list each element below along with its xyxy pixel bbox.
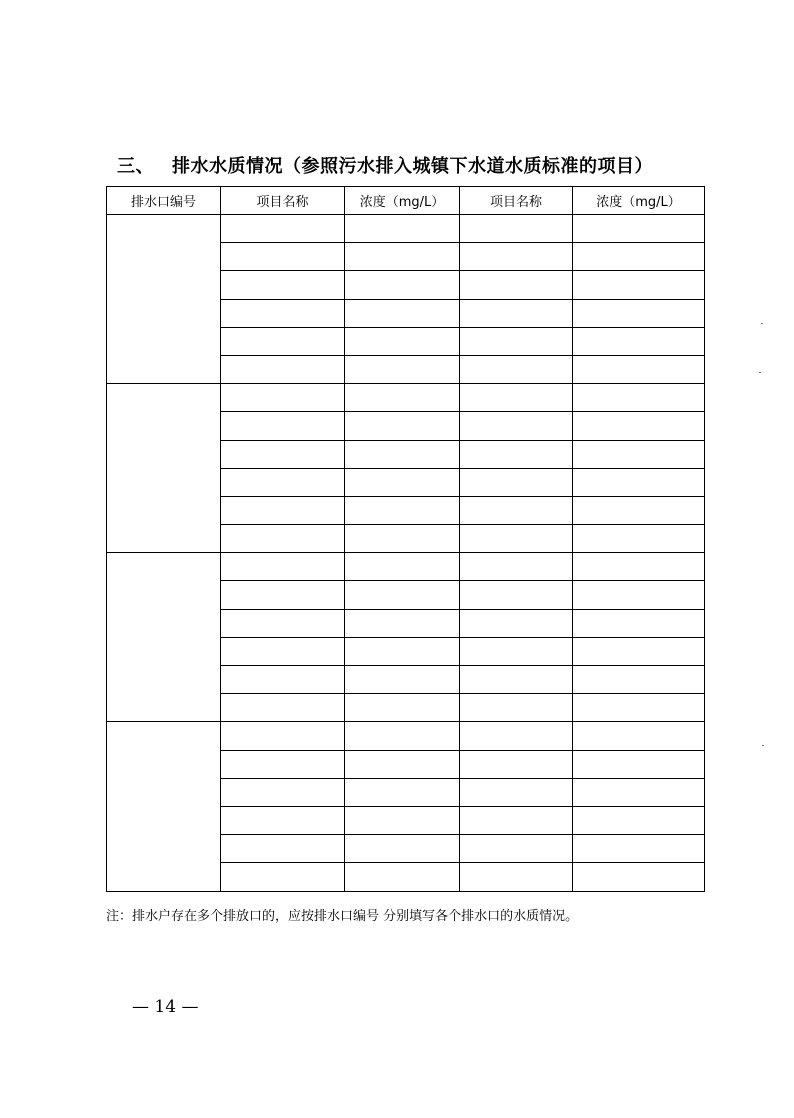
concentration-cell[interactable] bbox=[573, 835, 705, 863]
item-name-cell[interactable] bbox=[460, 835, 573, 863]
item-name-cell[interactable] bbox=[221, 440, 345, 468]
concentration-cell[interactable] bbox=[573, 468, 705, 496]
concentration-cell[interactable] bbox=[345, 863, 460, 891]
item-name-cell[interactable] bbox=[460, 525, 573, 553]
table-row bbox=[107, 215, 705, 243]
concentration-cell[interactable] bbox=[345, 440, 460, 468]
item-name-cell[interactable] bbox=[460, 581, 573, 609]
concentration-cell[interactable] bbox=[345, 806, 460, 834]
outlet-number-cell[interactable] bbox=[107, 553, 221, 722]
concentration-cell[interactable] bbox=[573, 327, 705, 355]
item-name-cell[interactable] bbox=[221, 412, 345, 440]
item-name-cell[interactable] bbox=[221, 666, 345, 694]
item-name-cell[interactable] bbox=[460, 215, 573, 243]
concentration-cell[interactable] bbox=[345, 637, 460, 665]
item-name-cell[interactable] bbox=[221, 806, 345, 834]
item-name-cell[interactable] bbox=[221, 496, 345, 524]
concentration-cell[interactable] bbox=[573, 215, 705, 243]
concentration-cell[interactable] bbox=[573, 496, 705, 524]
concentration-cell[interactable] bbox=[573, 666, 705, 694]
item-name-cell[interactable] bbox=[221, 327, 345, 355]
concentration-cell[interactable] bbox=[573, 525, 705, 553]
scan-mark bbox=[759, 372, 761, 373]
item-name-cell[interactable] bbox=[221, 553, 345, 581]
item-name-cell[interactable] bbox=[221, 694, 345, 722]
table-header-row bbox=[107, 187, 705, 215]
item-name-cell[interactable] bbox=[460, 806, 573, 834]
section-heading bbox=[117, 152, 653, 178]
item-name-cell[interactable] bbox=[221, 581, 345, 609]
concentration-cell[interactable] bbox=[573, 863, 705, 891]
item-name-cell[interactable] bbox=[221, 778, 345, 806]
section-title: 排水水质情况（参照污水排入城镇下水道水质标准的项目） bbox=[172, 156, 653, 177]
concentration-cell[interactable] bbox=[573, 243, 705, 271]
header-outlet-number: 排水口编号 bbox=[107, 187, 221, 215]
item-name-cell[interactable] bbox=[460, 863, 573, 891]
item-name-cell[interactable] bbox=[221, 637, 345, 665]
header-item-name-2: 项目名称 bbox=[460, 187, 573, 215]
concentration-cell[interactable] bbox=[573, 299, 705, 327]
concentration-cell[interactable] bbox=[345, 327, 460, 355]
item-name-cell[interactable] bbox=[460, 243, 573, 271]
item-name-cell[interactable] bbox=[460, 722, 573, 750]
item-name-cell[interactable] bbox=[221, 835, 345, 863]
item-name-cell[interactable] bbox=[221, 750, 345, 778]
item-name-cell[interactable] bbox=[221, 271, 345, 299]
item-name-cell[interactable] bbox=[221, 384, 345, 412]
concentration-cell[interactable] bbox=[345, 609, 460, 637]
concentration-cell[interactable] bbox=[345, 750, 460, 778]
item-name-cell[interactable] bbox=[460, 412, 573, 440]
page-number: — 14 — bbox=[132, 997, 199, 1017]
concentration-cell[interactable] bbox=[345, 581, 460, 609]
concentration-cell[interactable] bbox=[345, 496, 460, 524]
concentration-cell[interactable] bbox=[573, 440, 705, 468]
concentration-cell[interactable] bbox=[573, 722, 705, 750]
item-name-cell[interactable] bbox=[460, 496, 573, 524]
concentration-cell[interactable] bbox=[345, 384, 460, 412]
outlet-number-cell[interactable] bbox=[107, 215, 221, 384]
concentration-cell[interactable] bbox=[345, 666, 460, 694]
concentration-cell[interactable] bbox=[345, 468, 460, 496]
footnote: 注：排水户存在多个排放口的，应按排水口编号 分别填写各个排水口的水质情况。 bbox=[106, 909, 579, 924]
concentration-cell[interactable] bbox=[345, 722, 460, 750]
concentration-cell[interactable] bbox=[573, 271, 705, 299]
scan-mark bbox=[761, 323, 763, 324]
concentration-cell[interactable] bbox=[345, 553, 460, 581]
concentration-cell[interactable] bbox=[573, 553, 705, 581]
item-name-cell[interactable] bbox=[221, 355, 345, 383]
item-name-cell[interactable] bbox=[460, 750, 573, 778]
concentration-cell[interactable] bbox=[345, 778, 460, 806]
item-name-cell[interactable] bbox=[221, 243, 345, 271]
header-concentration-1: 浓度（mg/L） bbox=[345, 187, 460, 215]
outlet-number-cell[interactable] bbox=[107, 384, 221, 553]
table-row bbox=[107, 722, 705, 750]
concentration-cell[interactable] bbox=[573, 778, 705, 806]
item-name-cell[interactable] bbox=[221, 609, 345, 637]
item-name-cell[interactable] bbox=[221, 299, 345, 327]
item-name-cell[interactable] bbox=[460, 553, 573, 581]
concentration-cell[interactable] bbox=[345, 412, 460, 440]
table-row bbox=[107, 384, 705, 412]
item-name-cell[interactable] bbox=[460, 468, 573, 496]
item-name-cell[interactable] bbox=[221, 468, 345, 496]
item-name-cell[interactable] bbox=[460, 327, 573, 355]
item-name-cell[interactable] bbox=[460, 355, 573, 383]
item-name-cell[interactable] bbox=[460, 637, 573, 665]
concentration-cell[interactable] bbox=[345, 525, 460, 553]
concentration-cell[interactable] bbox=[345, 355, 460, 383]
concentration-cell[interactable] bbox=[345, 694, 460, 722]
item-name-cell[interactable] bbox=[460, 440, 573, 468]
item-name-cell[interactable] bbox=[221, 215, 345, 243]
concentration-cell[interactable] bbox=[345, 243, 460, 271]
header-concentration-2: 浓度（mg/L） bbox=[573, 187, 705, 215]
table-body bbox=[107, 215, 705, 892]
concentration-cell[interactable] bbox=[573, 694, 705, 722]
item-name-cell[interactable] bbox=[460, 778, 573, 806]
concentration-cell[interactable] bbox=[573, 806, 705, 834]
concentration-cell[interactable] bbox=[345, 299, 460, 327]
water-quality-table bbox=[106, 186, 705, 892]
item-name-cell[interactable] bbox=[460, 384, 573, 412]
item-name-cell[interactable] bbox=[221, 722, 345, 750]
concentration-cell[interactable] bbox=[573, 609, 705, 637]
concentration-cell[interactable] bbox=[573, 750, 705, 778]
concentration-cell[interactable] bbox=[573, 637, 705, 665]
concentration-cell[interactable] bbox=[573, 355, 705, 383]
concentration-cell[interactable] bbox=[573, 581, 705, 609]
concentration-cell[interactable] bbox=[345, 215, 460, 243]
scan-mark bbox=[762, 745, 764, 746]
item-name-cell[interactable] bbox=[460, 271, 573, 299]
table-row bbox=[107, 553, 705, 581]
item-name-cell[interactable] bbox=[221, 863, 345, 891]
item-name-cell[interactable] bbox=[460, 694, 573, 722]
item-name-cell[interactable] bbox=[221, 525, 345, 553]
header-item-name-1: 项目名称 bbox=[221, 187, 345, 215]
concentration-cell[interactable] bbox=[345, 271, 460, 299]
item-name-cell[interactable] bbox=[460, 666, 573, 694]
item-name-cell[interactable] bbox=[460, 299, 573, 327]
outlet-number-cell[interactable] bbox=[107, 722, 221, 891]
concentration-cell[interactable] bbox=[573, 384, 705, 412]
section-number: 三、 bbox=[117, 156, 154, 177]
concentration-cell[interactable] bbox=[345, 835, 460, 863]
concentration-cell[interactable] bbox=[573, 412, 705, 440]
item-name-cell[interactable] bbox=[460, 609, 573, 637]
